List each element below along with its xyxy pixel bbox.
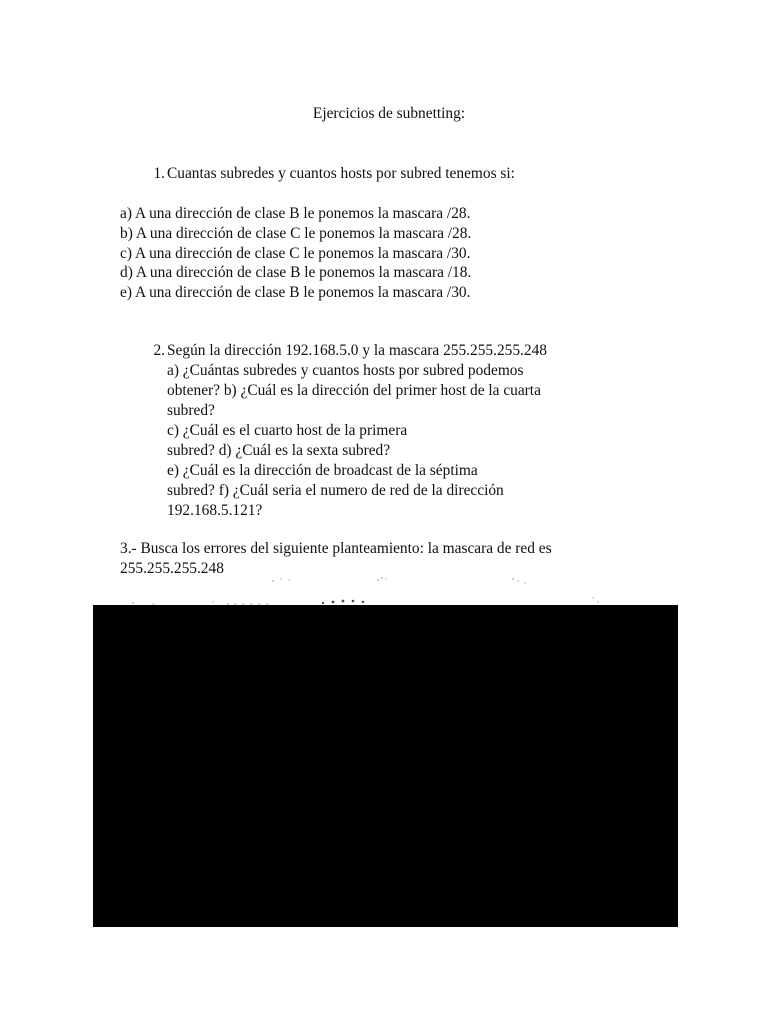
question-2-line: a) ¿Cuántas subredes y cuantos hosts por subred podemos: [167, 362, 524, 379]
question-1-text: Cuantas subredes y cuantos hosts por subred tenemos si:: [167, 165, 515, 182]
network-diagram-image: [93, 576, 678, 927]
image-black-area: [93, 605, 678, 927]
question-3-line: 3.- Busca los errores del siguiente planteamiento: la mascara de red es: [120, 540, 552, 557]
option-c: c) A una dirección de clase C le ponemos la mascara /30.: [120, 244, 471, 262]
question-2-text: [167, 341, 547, 521]
option-a: a) A una dirección de clase B le ponemos la mascara /28.: [120, 205, 471, 222]
document-title: Ejercicios de subnetting:: [312, 105, 466, 122]
question-2-number: 2.: [153, 342, 165, 359]
question-2-line: obtener? b) ¿Cuál es la dirección del primer host de la cuarta: [167, 382, 541, 399]
question-1-number: 1.: [153, 165, 165, 182]
question-2-line: e) ¿Cuál es la dirección de broadcast de la séptima: [167, 462, 478, 479]
question-2-line: subred? f) ¿Cuál seria el numero de red de la dirección: [167, 482, 504, 499]
option-e: e) A una dirección de clase B le ponemos la mascara /30.: [120, 284, 471, 302]
question-2-line: subred? d) ¿Cuál es la sexta subred?: [167, 442, 391, 459]
question-2-line: Según la dirección 192.168.5.0 y la mascara 255.255.255.248: [167, 342, 547, 359]
image-scan-artifacts: [93, 576, 678, 606]
option-b: b) A una dirección de clase C le ponemos la mascara /28.: [120, 224, 472, 242]
option-d: d) A una dirección de clase B le ponemos la mascara /18.: [120, 264, 472, 282]
question-1-options: [120, 204, 471, 303]
question-2-line: 192.168.5.121?: [167, 502, 263, 519]
question-2-line: subred?: [167, 402, 215, 419]
question-2-line: c) ¿Cuál es el cuarto host de la primera: [167, 422, 408, 439]
question-3: [120, 539, 552, 579]
question-3-line: 255.255.255.248: [120, 560, 224, 577]
